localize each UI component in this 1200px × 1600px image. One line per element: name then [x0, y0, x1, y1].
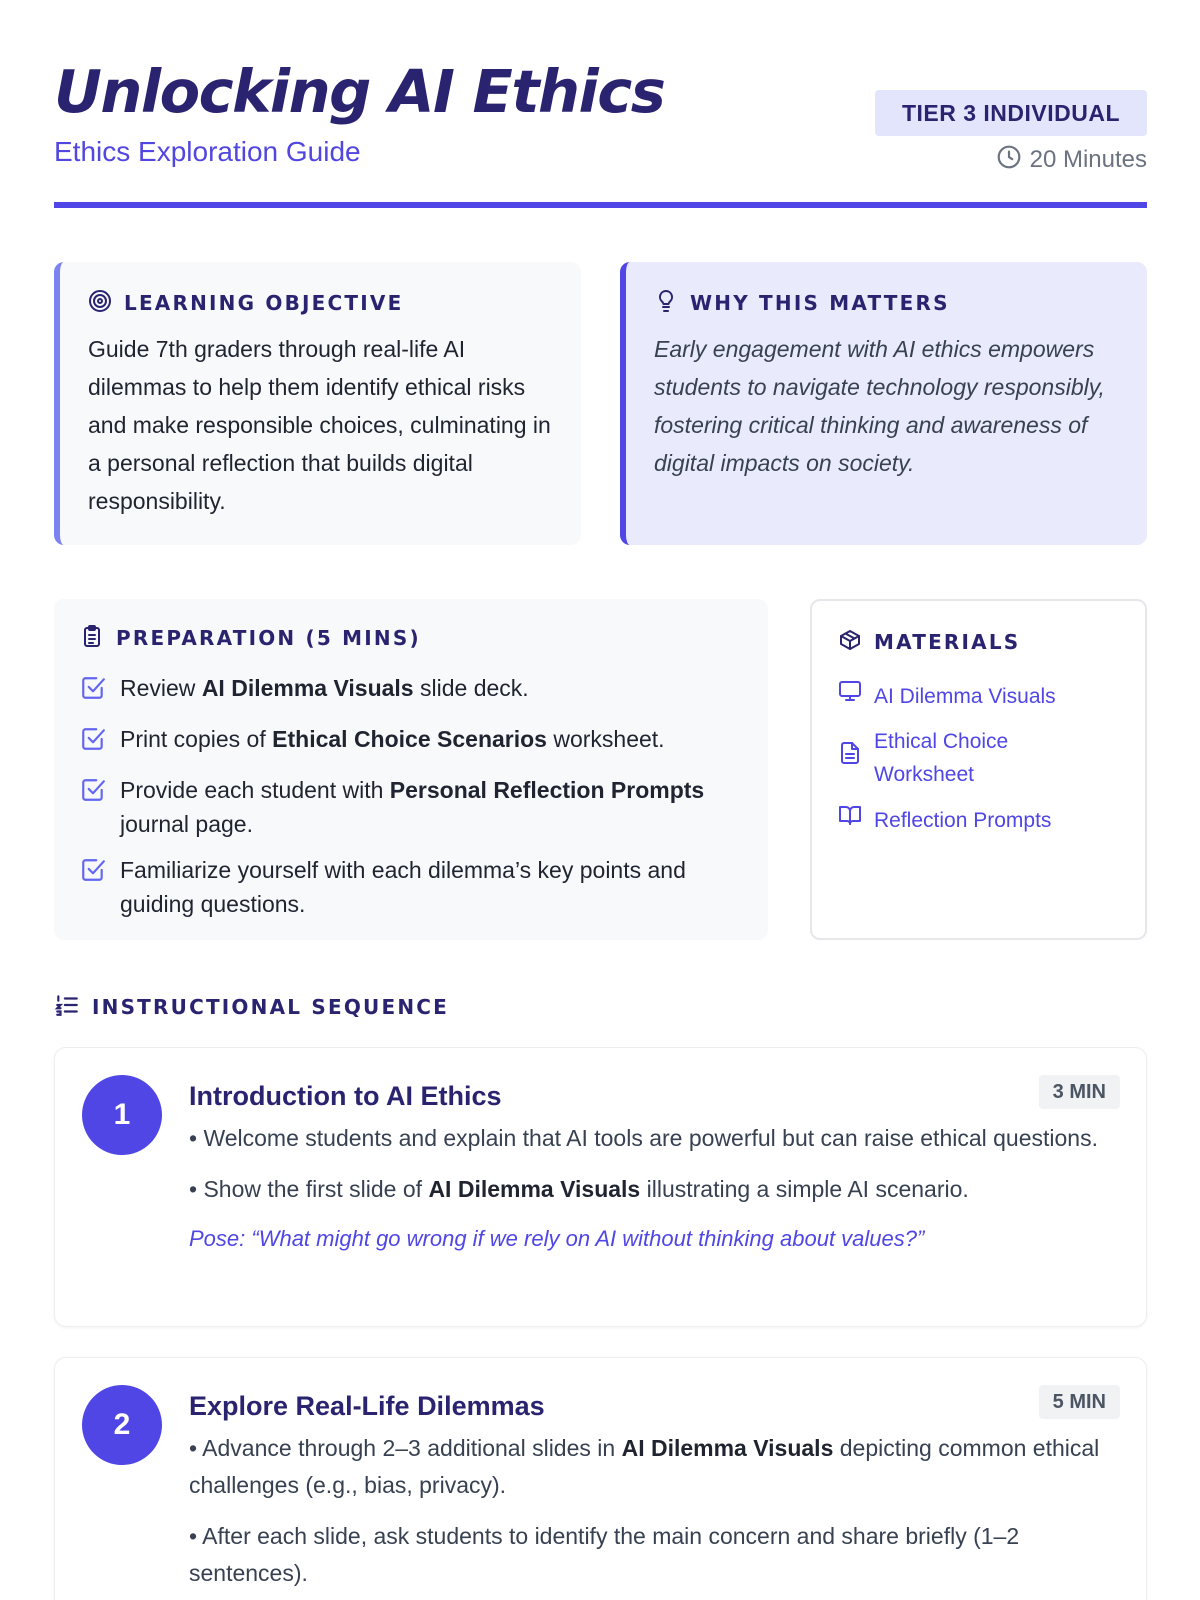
why-this-matters-card [620, 262, 1147, 545]
duration [996, 142, 1147, 178]
preparation-item [80, 671, 748, 710]
learning-objective-heading [88, 288, 403, 318]
preparation-item [80, 773, 748, 841]
step-title: Explore Real-Life Dilemmas [189, 1391, 545, 1421]
step-body [189, 1120, 1106, 1256]
step-number: 1 [82, 1075, 162, 1155]
preparation-item-text: Provide each student with Personal Reflection Prompts journal page. [120, 777, 705, 837]
why-this-matters-text: Early engagement with AI ethics empowers students to navigate technology responsibly, fostering critical thinking and awareness of digital impacts on society. [654, 336, 1105, 476]
preparation-item-text: Print copies of Ethical Choice Scenarios worksheet. [120, 726, 665, 752]
material-link-ai-dilemma-visuals[interactable] [838, 679, 1131, 713]
step-body [189, 1430, 1106, 1600]
preparation-list [80, 671, 748, 933]
header-divider [54, 202, 1147, 208]
material-link-ethical-choice-worksheet[interactable] [838, 725, 1038, 791]
page-subtitle: Ethics Exploration Guide [54, 136, 361, 167]
material-label: Ethical Choice Worksheet [874, 730, 1009, 786]
target-icon [88, 289, 112, 318]
preparation-item-text: Review AI Dilemma Visuals slide deck. [120, 675, 529, 701]
instructional-sequence-label: INSTRUCTIONAL SEQUENCE [92, 995, 450, 1019]
header [54, 56, 1147, 208]
preparation-item [80, 722, 748, 761]
why-this-matters-heading [654, 288, 950, 318]
page-title: Unlocking AI Ethics [54, 57, 665, 126]
clock-icon [996, 144, 1022, 177]
duration-label: 20 Minutes [1029, 146, 1147, 173]
material-label: AI Dilemma Visuals [874, 684, 1056, 708]
step-bullet: • Welcome students and explain that AI tools are powerful but can raise ethical questions. [189, 1125, 1098, 1151]
step-bullet: • Advance through 2–3 additional slides in AI Dilemma Visuals depicting common ethical challenges (e.g., bias, privacy). [189, 1435, 1100, 1498]
checkbox-checked-icon [80, 853, 106, 921]
material-label: Reflection Prompts [874, 808, 1052, 832]
preparation-heading [80, 623, 421, 653]
numbered-list-icon [54, 992, 80, 1023]
sequence-step [54, 1047, 1147, 1327]
materials-card [810, 599, 1147, 940]
materials-heading [838, 627, 1020, 657]
step-title: Introduction to AI Ethics [189, 1081, 502, 1111]
instructional-sequence-heading [54, 992, 449, 1022]
book-icon [838, 803, 862, 837]
document-icon [838, 741, 862, 775]
preparation-card [54, 599, 768, 940]
checkbox-checked-icon [80, 671, 106, 710]
step-number: 2 [82, 1385, 162, 1465]
materials-list [838, 679, 1131, 849]
preparation-item [80, 853, 748, 921]
checkbox-checked-icon [80, 773, 106, 841]
preparation-item-text: Familiarize yourself with each dilemma’s key points and guiding questions. [120, 857, 686, 917]
package-icon [838, 628, 862, 657]
step-time-badge: 5 MIN [1039, 1385, 1120, 1419]
learning-objective-label: LEARNING OBJECTIVE [124, 291, 404, 315]
step-pose-question: Pose: “What might go wrong if we rely on AI without thinking about values?” [189, 1226, 925, 1251]
preparation-label: PREPARATION (5 MINS) [116, 626, 421, 650]
monitor-icon [838, 679, 862, 713]
step-bullet: • Show the first slide of AI Dilemma Visuals illustrating a simple AI scenario. [189, 1176, 969, 1202]
lesson-page [54, 0, 1147, 1600]
learning-objective-text: Guide 7th graders through real-life AI dilemmas to help them identify ethical risks and make responsible choices, culminating in a personal reflection that builds digital responsibility. [88, 336, 551, 514]
learning-objective-card [54, 262, 581, 545]
materials-label: MATERIALS [874, 630, 1021, 654]
material-link-reflection-prompts[interactable] [838, 803, 1131, 837]
why-this-matters-label: WHY THIS MATTERS [690, 291, 950, 315]
sequence-step [54, 1357, 1147, 1600]
step-time-badge: 3 MIN [1039, 1075, 1120, 1109]
checkbox-checked-icon [80, 722, 106, 761]
clipboard-icon [80, 624, 104, 653]
lightbulb-icon [654, 289, 678, 318]
tier-badge: TIER 3 INDIVIDUAL [875, 90, 1147, 136]
step-bullet: • After each slide, ask students to identify the main concern and share briefly (1–2 sentences). [189, 1523, 1020, 1586]
